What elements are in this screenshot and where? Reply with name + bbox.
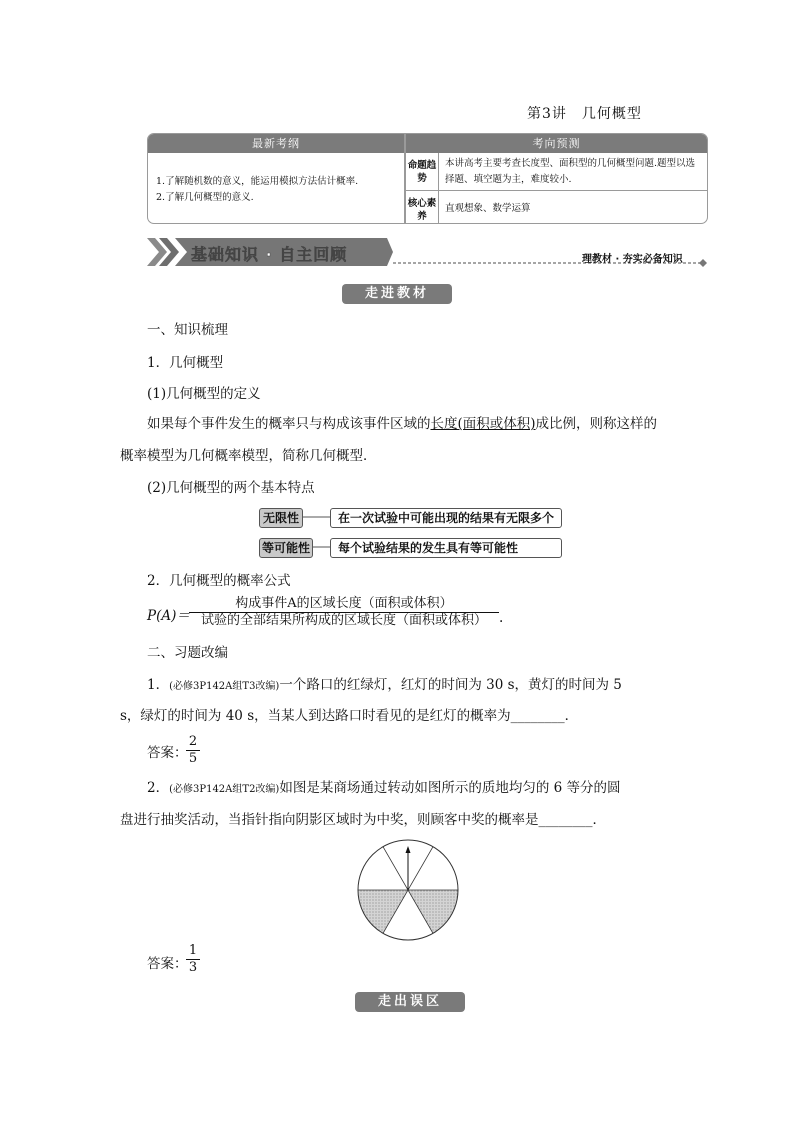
subheading-geometric-model: 1．几何概型: [147, 355, 224, 371]
syllabus-requirements: [156, 174, 358, 206]
features-heading: (2)几何概型的两个基本特点: [147, 480, 315, 496]
definition-line-1: 如果每个事件发生的概率只与构成该事件区域的长度(面积或体积)成比例，则称这样的: [147, 416, 658, 432]
answer-1-fraction: $\frac{2}{5}$: [186, 734, 200, 767]
formula-numerator: 构成事件A的区域长度（面积或体积）: [235, 596, 453, 611]
question-1-source: (必修3P142A组T3改编): [169, 681, 280, 692]
syllabus-header-right: 考向预测: [406, 134, 707, 153]
feature-equal-label: 等可能性: [259, 538, 313, 558]
table-divider: [438, 153, 439, 224]
spinner-figure: [356, 838, 460, 942]
answer-2-fraction: $\frac{1}{3}$: [186, 943, 200, 976]
literacy-text: 直观想象、数学运算: [445, 203, 531, 214]
trend-text: 本讲高考主要考查长度型、面积型的几何概型问题.题型以选择题、填空题为主，难度较小.: [445, 158, 696, 185]
section-banner-label: 基础知识 · 自主回顾: [191, 245, 348, 264]
definition-heading: (1)几何概型的定义: [147, 386, 261, 402]
subheading-formula: 2．几何概型的概率公式: [147, 573, 291, 589]
shaded-sector: [408, 890, 458, 933]
literacy-label: 核心素养: [407, 198, 437, 222]
syllabus-header-left: 最新考纲: [148, 134, 404, 153]
trend-label: 命题趋势: [407, 160, 437, 184]
errors-pill: 走出误区: [355, 992, 465, 1012]
formula-end: .: [499, 610, 504, 626]
shaded-sector: [358, 890, 408, 933]
probability-formula: [147, 596, 507, 636]
diamond-icon: [699, 259, 707, 267]
feature-infinite-label: 无限性: [259, 508, 303, 528]
feature-equal-desc: 每个试验结果的发生具有等可能性: [330, 538, 562, 558]
answer-1-label: 答案：: [147, 745, 188, 761]
pointer-arrow-icon: [406, 846, 411, 853]
feature-infinite-desc: 在一次试验中可能出现的结果有无限多个: [330, 508, 562, 528]
table-divider: [406, 190, 707, 191]
syllabus-table: [147, 133, 708, 224]
definition-underline: 长度(面积或体积): [430, 416, 536, 432]
question-2-source: (必修3P142A组T2改编): [169, 784, 280, 795]
requirement-2: 2.了解几何概型的意义.: [156, 192, 254, 203]
answer-2-label: 答案：: [147, 956, 188, 972]
definition-line-2: 概率模型为几何概率模型，简称几何概型．: [120, 448, 377, 464]
question-1-line-1: 1．(必修3P142A组T3改编)一个路口的红绿灯，红灯的时间为 30 s，黄灯的时间为 5: [147, 677, 622, 693]
lecture-title: 第3讲 几何概型: [527, 106, 642, 122]
requirement-1: 1.了解随机数的意义，能运用模拟方法估计概率.: [156, 176, 359, 187]
textbook-pill: 走进教材: [342, 284, 452, 304]
section-heading-knowledge: 一、知识梳理: [147, 322, 228, 338]
formula-denominator: 试验的全部结果所构成的区域长度（面积或体积）: [189, 612, 499, 629]
formula-lhs: P(A)＝: [147, 608, 190, 624]
section-banner-right: 理教材 · 夯实必备知识: [582, 254, 683, 265]
question-2-line-2: 盘进行抽奖活动，当指针指向阴影区域时为中奖，则顾客中奖的概率是________．: [120, 812, 606, 828]
formula-fraction: [189, 596, 499, 629]
section-heading-exercises: 二、习题改编: [147, 645, 228, 661]
question-2-line-1: 2．(必修3P142A组T2改编)如图是某商场通过转动如图所示的质地均匀的 6 等分的圆: [147, 780, 621, 796]
question-1-line-2: s，绿灯的时间为 40 s，当某人到达路口时看见的是红灯的概率为________．: [120, 708, 579, 724]
